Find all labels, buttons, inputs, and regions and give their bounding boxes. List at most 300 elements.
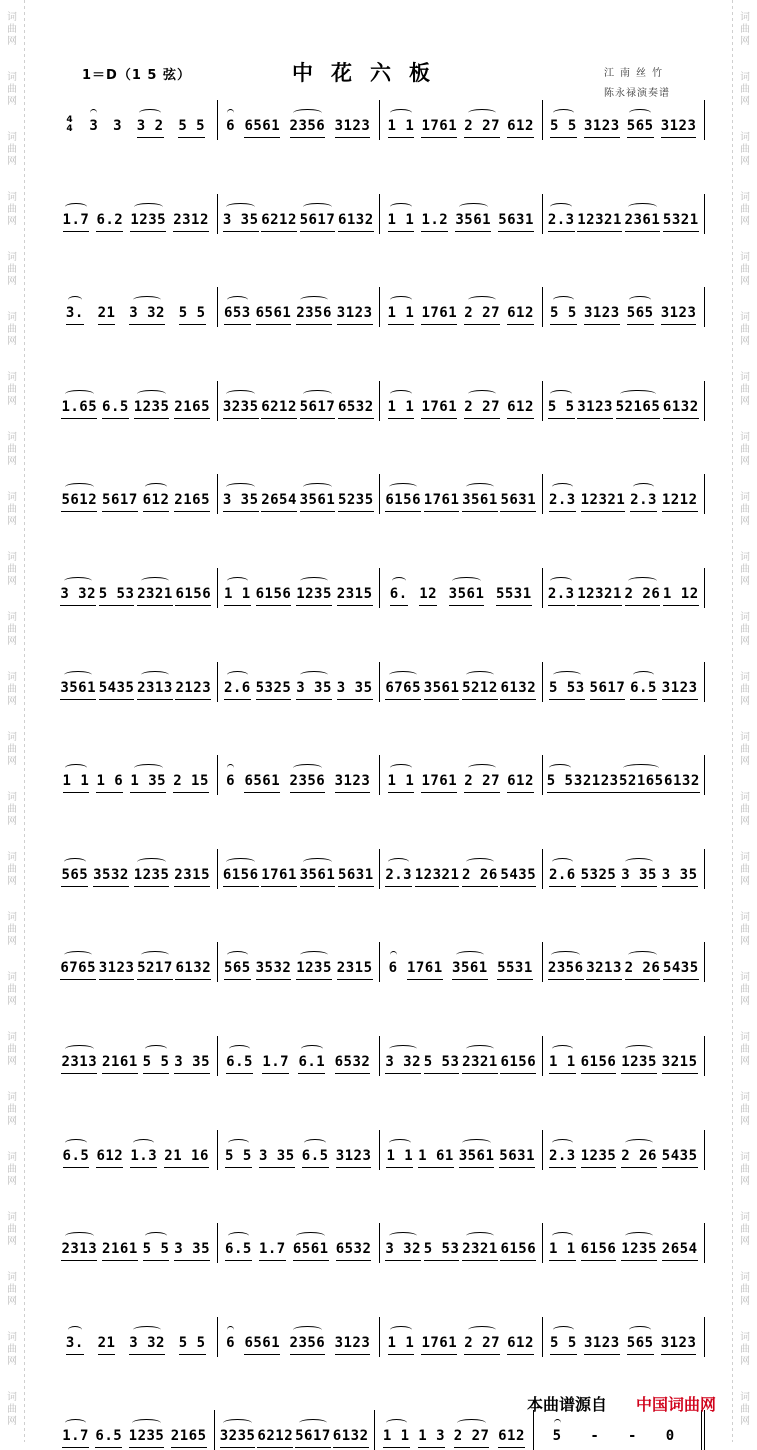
note-group: 565	[61, 866, 89, 883]
watermark-char: 曲	[7, 984, 17, 995]
note-group: 2321	[462, 1241, 498, 1258]
measure	[379, 568, 542, 608]
watermark-item	[733, 900, 757, 960]
watermark-char: 词	[7, 12, 17, 23]
watermark-item	[733, 420, 757, 480]
note-group: 6212	[261, 211, 297, 228]
watermark-char: 词	[7, 192, 17, 203]
watermark-item	[733, 0, 757, 60]
watermark-item	[0, 120, 24, 180]
note-group: 1235	[580, 1147, 617, 1164]
note-group: 5 5	[142, 1241, 170, 1258]
watermark-char: 曲	[740, 924, 750, 935]
watermark-item	[0, 0, 24, 60]
watermark-char: 网	[740, 996, 750, 1007]
note-group: 3235	[222, 398, 259, 415]
measure	[379, 474, 542, 514]
measure	[542, 942, 706, 982]
watermark-char: 网	[740, 1296, 750, 1307]
note-group: 6.	[389, 586, 408, 602]
watermark-char: 网	[7, 1356, 17, 1367]
watermark-item	[0, 540, 24, 600]
note-group: 1761	[423, 492, 460, 509]
note-group: 6.5	[226, 1054, 253, 1070]
note-group: 3 32	[60, 586, 97, 602]
note-group: 6.5	[102, 398, 129, 415]
note-group: 6156	[500, 1054, 537, 1070]
note-group: 1.7	[262, 1054, 290, 1070]
score-line	[55, 287, 705, 327]
note-group: 5 53	[423, 1054, 460, 1070]
note-group: 1235	[621, 1054, 657, 1070]
note-group: 3213	[586, 960, 622, 977]
note-group: 1761	[421, 398, 458, 415]
note-group: 2313	[61, 1054, 98, 1070]
score-line	[55, 568, 705, 608]
measure	[55, 1410, 214, 1450]
watermark-char: 曲	[7, 744, 17, 755]
note-group: 6	[388, 960, 398, 977]
time-signature-bottom: 4	[66, 124, 73, 134]
note-group: 612	[498, 1428, 525, 1445]
note-group: 5 5	[225, 1147, 252, 1164]
note-group: 1761	[421, 773, 458, 790]
note-group: 3 32	[129, 1334, 165, 1351]
measure	[217, 100, 380, 140]
watermark-char: 曲	[7, 1404, 17, 1415]
note-group: 3561	[455, 211, 492, 228]
note-group: 2321	[462, 1054, 498, 1070]
note-group: 565	[626, 1334, 654, 1351]
note-group: 2 27	[464, 398, 500, 415]
measure	[374, 1410, 534, 1450]
note-group: 6156	[175, 586, 212, 602]
watermark-char: 网	[740, 276, 750, 287]
note-group: 5325	[255, 679, 292, 696]
score-line	[55, 381, 705, 421]
note-group: 1 1	[387, 118, 415, 134]
note-group: 1 3	[418, 1428, 446, 1445]
note-group: 5 5	[550, 305, 577, 322]
note-group: 3561	[299, 866, 336, 883]
note-group: 5325	[580, 866, 617, 883]
watermark-item	[733, 1380, 757, 1440]
watermark-char: 网	[740, 216, 750, 227]
watermark-char: 曲	[740, 624, 750, 635]
watermark-char: 词	[7, 492, 17, 503]
watermark-char: 词	[740, 372, 750, 383]
watermark-char: 词	[740, 672, 750, 683]
watermark-char: 网	[7, 1296, 17, 1307]
watermark-char: 词	[7, 432, 17, 443]
note-group: 3215	[661, 1054, 698, 1070]
note-group: 3123	[336, 305, 373, 322]
note-group: 2321	[137, 586, 173, 602]
measure	[55, 474, 217, 514]
measure	[55, 849, 217, 889]
watermark-char: 网	[7, 1176, 17, 1187]
note-group: 1761	[421, 118, 458, 134]
measure	[379, 1223, 542, 1263]
watermark-char: 网	[740, 156, 750, 167]
note-group: 2.3	[548, 1147, 576, 1164]
watermark-item	[733, 1020, 757, 1080]
note-group: 21	[97, 305, 116, 322]
watermark-char: 网	[7, 636, 17, 647]
watermark-char: 词	[7, 912, 17, 923]
watermark-item	[0, 480, 24, 540]
watermark-char: 网	[7, 696, 17, 707]
measure	[542, 287, 706, 327]
watermark-item	[733, 240, 757, 300]
measure	[542, 568, 706, 608]
note-group: 612	[507, 1334, 534, 1351]
note-group: 3 35	[174, 1054, 211, 1070]
note-group: 5531	[497, 960, 533, 977]
watermark-char: 网	[740, 1056, 750, 1067]
watermark-char: 网	[7, 756, 17, 767]
note-group: 3 35	[661, 866, 698, 883]
watermark-item	[0, 1080, 24, 1140]
score-line	[55, 942, 705, 982]
note-group: 52165	[618, 773, 664, 790]
watermark-char: 曲	[7, 444, 17, 455]
note-group: 5612	[61, 492, 98, 509]
watermark-item	[733, 600, 757, 660]
watermark-char: 网	[740, 516, 750, 527]
note-group: 5631	[500, 492, 537, 509]
watermark-item	[0, 240, 24, 300]
watermark-char: 曲	[740, 564, 750, 575]
watermark-char: 词	[740, 1392, 750, 1403]
watermark-item	[0, 600, 24, 660]
watermark-char: 网	[7, 516, 17, 527]
watermark-char: 词	[7, 1332, 17, 1343]
watermark-char: 网	[740, 336, 750, 347]
watermark-char: 网	[7, 936, 17, 947]
watermark-char: 词	[740, 852, 750, 863]
measure	[217, 942, 380, 982]
footer-brand-link[interactable]: 中国词曲网	[636, 1395, 717, 1414]
note-group: 2356	[547, 960, 584, 977]
watermark-char: 曲	[7, 624, 17, 635]
note-group: 2 27	[464, 1334, 500, 1351]
note-group: 12321	[414, 866, 460, 883]
note-group: 1.65	[61, 398, 98, 415]
measure	[55, 942, 217, 982]
note-group: 1 1	[223, 586, 251, 602]
measure	[379, 1036, 542, 1076]
note-group: 2313	[137, 679, 173, 696]
watermark-item	[733, 60, 757, 120]
measure	[217, 849, 380, 889]
measure	[542, 1036, 706, 1076]
measure	[217, 287, 380, 327]
note-group: 653	[223, 305, 251, 322]
measure	[379, 755, 542, 795]
note-group: 3.	[65, 1334, 84, 1351]
watermark-char: 网	[740, 96, 750, 107]
measure	[55, 1223, 217, 1263]
watermark-char: 词	[7, 732, 17, 743]
watermark-item	[733, 480, 757, 540]
score-line	[55, 474, 705, 514]
watermark-char: 词	[740, 192, 750, 203]
note-group: 2315	[336, 960, 373, 977]
note-group: -	[590, 1428, 600, 1445]
watermark-char: 网	[7, 396, 17, 407]
watermark-char: 词	[7, 372, 17, 383]
score-line	[55, 194, 705, 234]
score-line	[55, 1223, 705, 1263]
note-group: 6132	[175, 960, 212, 977]
watermark-char: 词	[7, 312, 17, 323]
note-group: 6532	[334, 1054, 371, 1070]
watermark-char: 网	[740, 1236, 750, 1247]
watermark-char: 词	[740, 612, 750, 623]
measure	[217, 1130, 380, 1170]
measure	[542, 474, 706, 514]
watermark-item	[0, 840, 24, 900]
note-group: 5 53	[548, 679, 585, 696]
note-group: 1 12	[662, 586, 699, 602]
watermark-item	[0, 900, 24, 960]
watermark-item	[0, 300, 24, 360]
watermark-char: 曲	[740, 1344, 750, 1355]
note-group: 12321	[577, 586, 622, 602]
note-group: 6212	[261, 398, 297, 415]
watermark-char: 词	[7, 1092, 17, 1103]
watermark-char: 词	[740, 252, 750, 263]
measure	[55, 1317, 217, 1357]
score-line	[55, 1317, 705, 1357]
note-group: 3123	[583, 305, 620, 322]
note-group: 5435	[500, 866, 537, 883]
watermark-char: 词	[740, 72, 750, 83]
note-group: 3123	[583, 1334, 620, 1351]
watermark-char: 词	[7, 1272, 17, 1283]
note-group: 5 5	[550, 118, 577, 134]
watermark-char: 词	[740, 1092, 750, 1103]
watermark-item	[733, 1140, 757, 1200]
watermark-item	[733, 960, 757, 1020]
note-group: 6	[226, 1334, 236, 1351]
watermark-char: 网	[740, 1416, 750, 1427]
watermark-char: 曲	[7, 144, 17, 155]
measure	[55, 287, 217, 327]
note-group: 565	[223, 960, 251, 977]
note-group: 2161	[102, 1054, 138, 1070]
note-group: 1 1	[548, 1054, 576, 1070]
note-group: 1 61	[418, 1147, 454, 1164]
score-line	[55, 755, 705, 795]
watermark-char: 曲	[7, 264, 17, 275]
note-group: 1 1	[386, 1147, 414, 1164]
note-group: 2 26	[624, 960, 661, 977]
note-group: 6532	[337, 398, 374, 415]
note-group: 6.5	[225, 1241, 252, 1258]
note-group: 5631	[337, 866, 374, 883]
note-group: 1761	[406, 960, 443, 977]
watermark-char: 词	[7, 132, 17, 143]
note-group: 6132	[500, 679, 537, 696]
watermark-char: 词	[7, 972, 17, 983]
note-group: 5 5	[550, 1334, 577, 1351]
watermark-item	[0, 360, 24, 420]
watermark-char: 曲	[7, 1224, 17, 1235]
note-group: 5617	[102, 492, 138, 509]
watermark-char: 曲	[740, 1404, 750, 1415]
note-group: 3 35	[258, 1147, 295, 1164]
note-group: 612	[96, 1147, 124, 1164]
note-group: 5 5	[546, 773, 574, 790]
note-group: 2654	[261, 492, 297, 509]
note-group: 1.3	[130, 1147, 158, 1164]
watermark-char: 词	[7, 1152, 17, 1163]
note-group: 3123	[660, 305, 697, 322]
note-group: 6	[226, 118, 236, 134]
watermark-char: 曲	[740, 804, 750, 815]
note-group: 1 6	[96, 773, 124, 790]
measure	[542, 194, 706, 234]
measure	[217, 662, 380, 702]
note-group: 3123	[660, 118, 697, 134]
watermark-char: 网	[740, 696, 750, 707]
watermark-char: 网	[740, 396, 750, 407]
note-group: 5 5	[178, 305, 206, 322]
note-group: 1.7	[62, 1428, 89, 1445]
score-line	[55, 100, 705, 140]
watermark-char: 曲	[740, 1224, 750, 1235]
watermark-item	[733, 660, 757, 720]
note-group: 2.3	[630, 492, 657, 509]
note-group: 5 5	[178, 118, 206, 134]
note-group: 5212	[462, 679, 498, 696]
measure	[379, 287, 542, 327]
watermark-char: 曲	[740, 24, 750, 35]
note-group: 3561	[462, 492, 498, 509]
note-group: 2312	[173, 211, 209, 228]
note-group: 1235	[128, 1428, 165, 1445]
note-group: 3 35	[621, 866, 657, 883]
note-group: 1 1	[548, 1241, 576, 1258]
note-group: 5 5	[547, 398, 575, 415]
watermark-char: 曲	[740, 1284, 750, 1295]
note-group: 2 27	[464, 305, 500, 322]
note-group: 12321	[580, 492, 626, 509]
watermark-item	[0, 1380, 24, 1440]
watermark-char: 网	[7, 1416, 17, 1427]
note-group: 3 35	[174, 1241, 211, 1258]
measure	[542, 1130, 706, 1170]
note-group: 5 5	[142, 1054, 170, 1070]
note-group: 3 35	[222, 492, 259, 509]
note-group: 12321	[577, 211, 622, 228]
watermark-char: 网	[740, 36, 750, 47]
note-group: 3123	[334, 773, 371, 790]
watermark-item	[733, 720, 757, 780]
watermark-char: 词	[7, 852, 17, 863]
note-group: 3	[113, 118, 123, 134]
note-group: -	[628, 1428, 637, 1445]
watermark-char: 曲	[740, 504, 750, 515]
note-group: 3561	[299, 492, 336, 509]
note-group: 6132	[337, 211, 374, 228]
right-frame-line	[732, 0, 733, 1442]
note-group: 612	[507, 305, 534, 322]
note-group: 6156	[385, 492, 422, 509]
left-watermark-strip	[0, 0, 24, 1442]
watermark-char: 词	[740, 732, 750, 743]
measure	[379, 381, 542, 421]
measure	[542, 1223, 706, 1263]
note-group: 6212	[257, 1428, 294, 1445]
note-group: 6.1	[298, 1054, 326, 1070]
note-group: 5435	[661, 1147, 698, 1164]
note-group: 2165	[174, 492, 211, 509]
watermark-char: 词	[740, 432, 750, 443]
watermark-item	[733, 780, 757, 840]
measure	[217, 1223, 380, 1263]
watermark-char: 网	[7, 576, 17, 587]
measure	[55, 194, 217, 234]
measure	[379, 1130, 542, 1170]
note-group: 6.5	[630, 679, 657, 696]
watermark-char: 词	[740, 1332, 750, 1343]
score-line	[55, 849, 705, 889]
watermark-item	[733, 1080, 757, 1140]
note-group: 612	[507, 773, 534, 790]
measure	[55, 568, 217, 608]
note-group: 5617	[589, 679, 626, 696]
note-group: 2165	[174, 398, 211, 415]
note-group: 6132	[662, 398, 699, 415]
watermark-char: 网	[740, 816, 750, 827]
note-group: 6.5	[95, 1428, 123, 1445]
note-group: 1 1	[387, 773, 415, 790]
note-group: 1 1	[387, 211, 415, 228]
watermark-char: 曲	[740, 684, 750, 695]
watermark-item	[733, 840, 757, 900]
watermark-char: 曲	[7, 804, 17, 815]
watermark-char: 网	[7, 216, 17, 227]
watermark-item	[0, 1140, 24, 1200]
note-group: 5435	[662, 960, 699, 977]
watermark-char: 词	[7, 72, 17, 83]
measure	[217, 755, 380, 795]
note-group: 5531	[495, 586, 532, 602]
watermark-char: 曲	[740, 264, 750, 275]
watermark-char: 网	[7, 1056, 17, 1067]
note-group: 3123	[577, 398, 613, 415]
note-group: 6132	[664, 773, 700, 790]
measure	[55, 662, 217, 702]
watermark-char: 网	[7, 456, 17, 467]
measure	[217, 474, 380, 514]
note-group: 1761	[421, 1334, 458, 1351]
note-group: 3 32	[385, 1241, 422, 1258]
note-group: 6561	[244, 1334, 281, 1351]
note-group: 612	[142, 492, 170, 509]
watermark-char: 词	[7, 552, 17, 563]
measure	[542, 1317, 706, 1357]
note-group: 1235	[621, 1241, 657, 1258]
watermark-char: 曲	[7, 1344, 17, 1355]
note-group: 3.	[65, 305, 84, 322]
note-group: 0	[665, 1428, 675, 1445]
note-group: 3235	[219, 1428, 256, 1445]
watermark-char: 网	[7, 876, 17, 887]
